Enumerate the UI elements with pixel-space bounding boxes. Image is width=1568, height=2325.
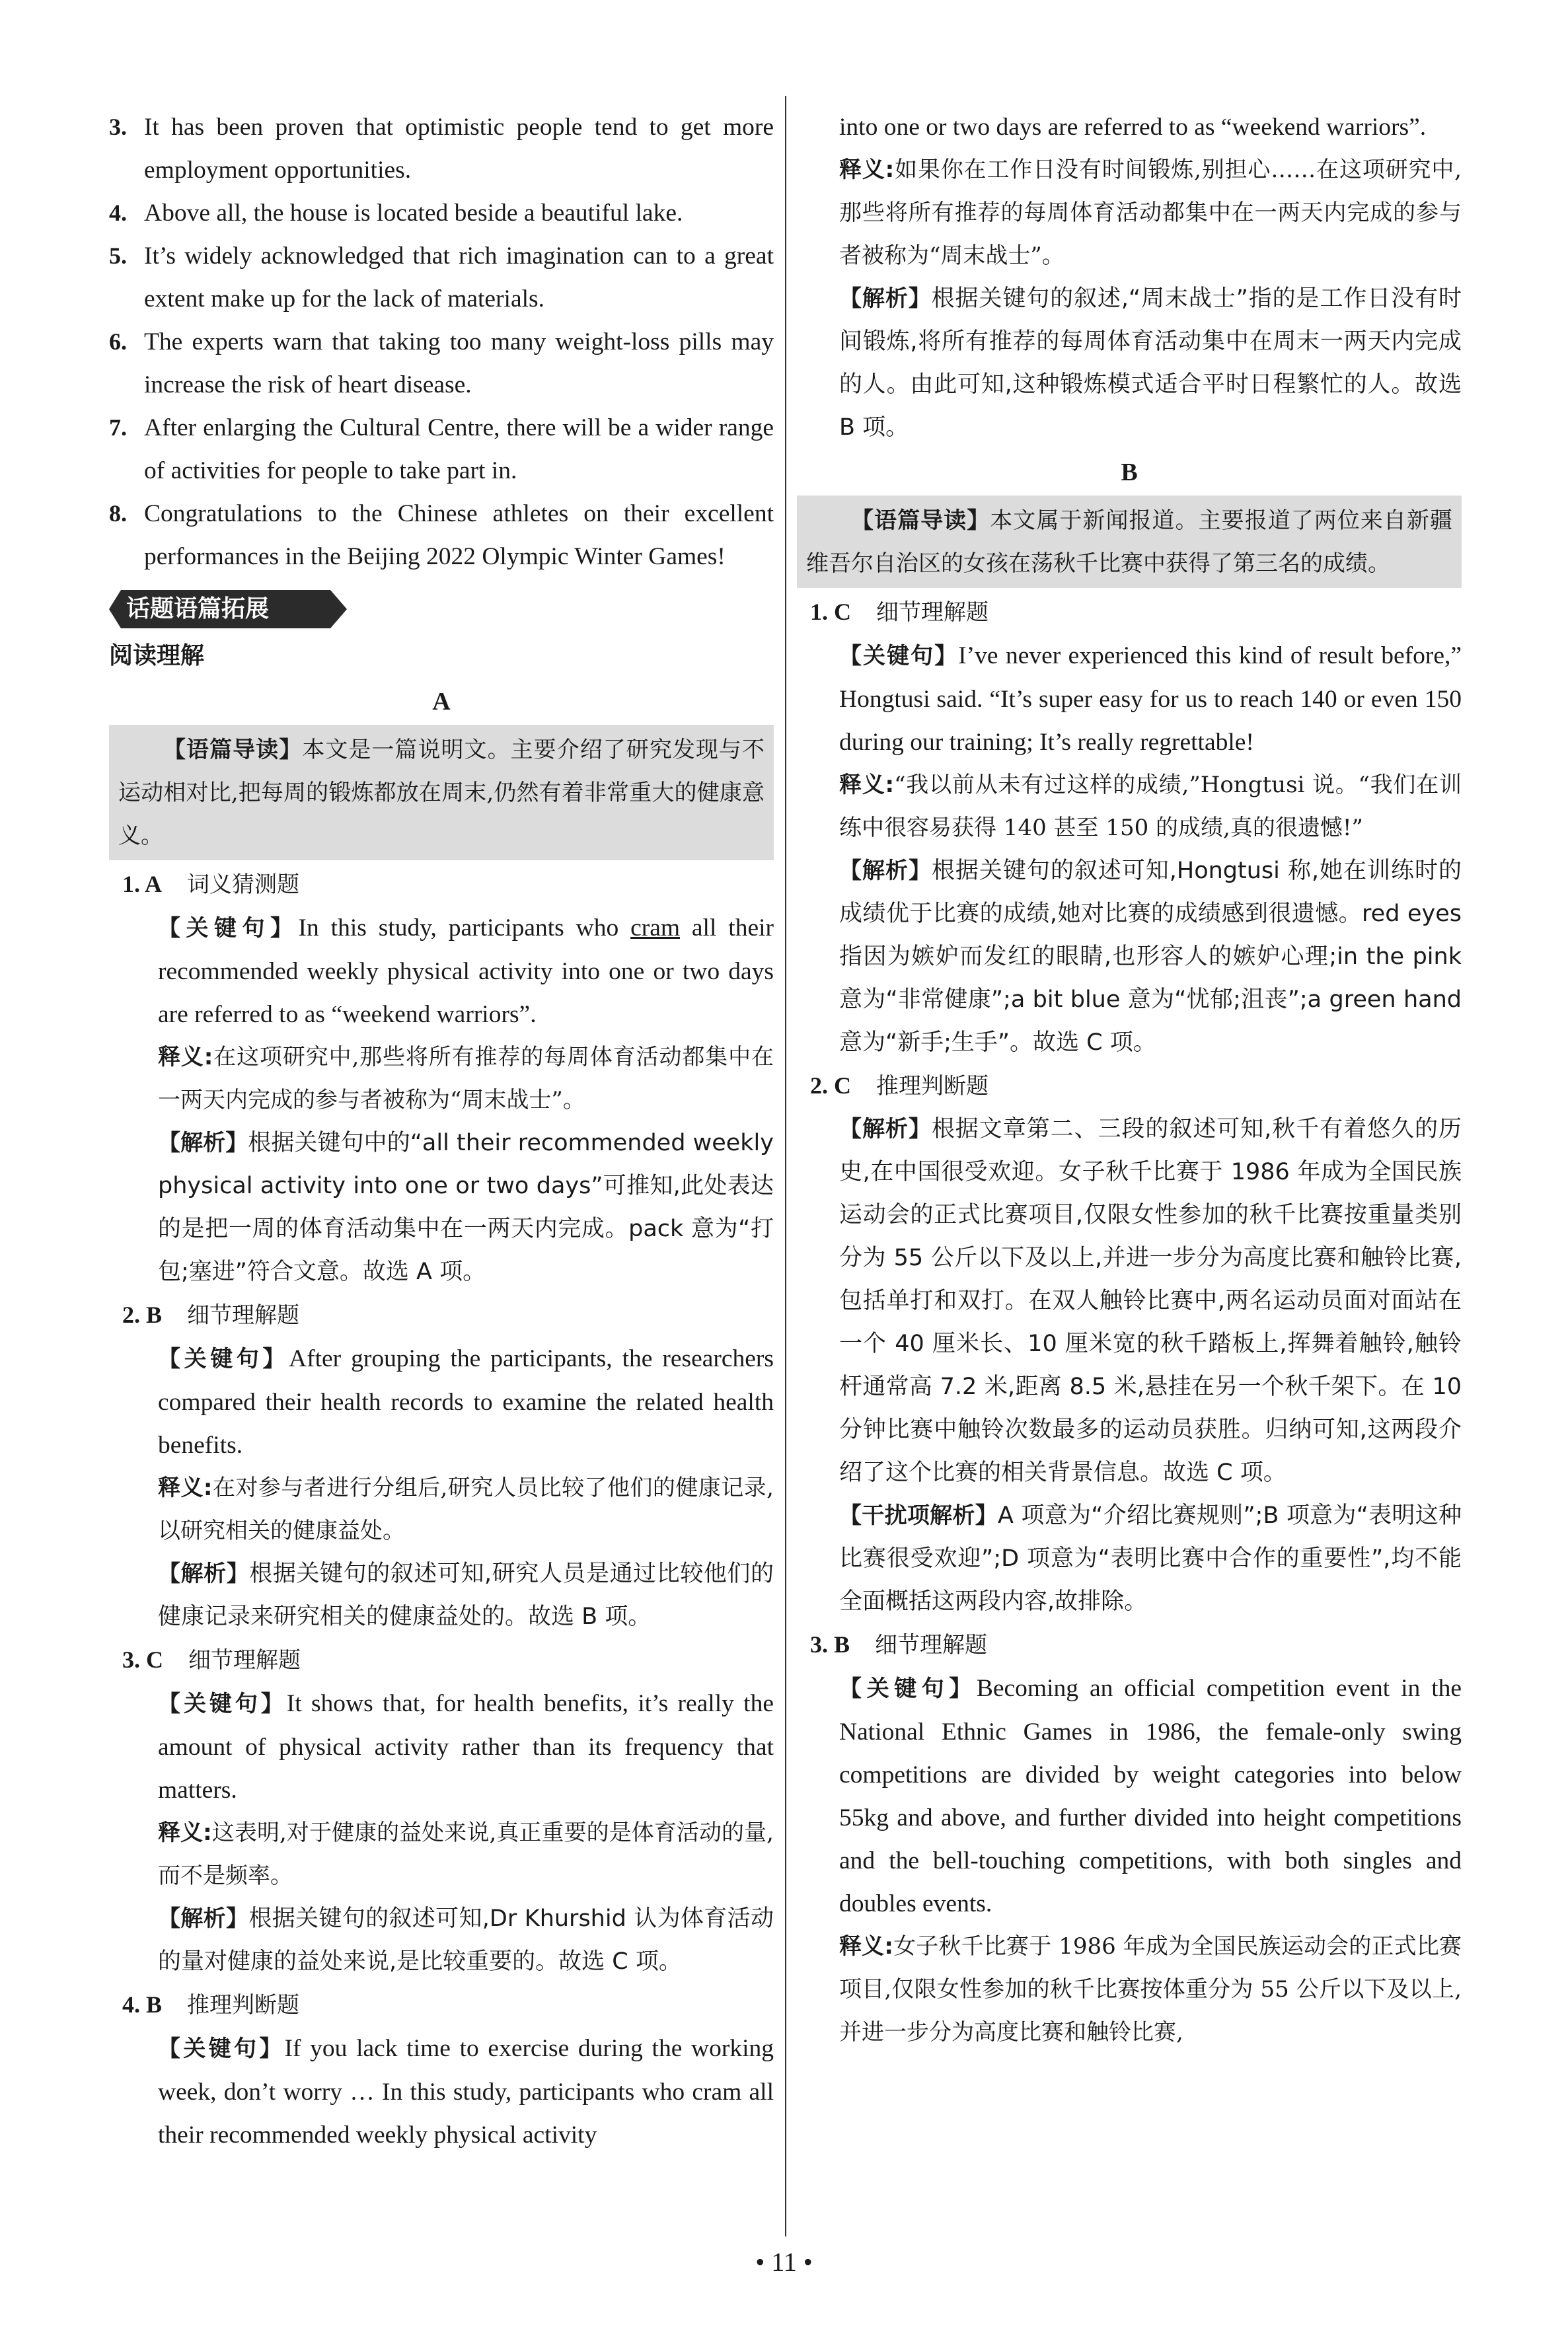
analysis-text: 根据关键句的叙述可知,Hongtusi 称,她在训练时的成绩优于比赛的成绩,她对比赛的成绩感到很遗憾。red eyes 指因为嫉妒而发红的眼睛,也形容人的嫉妒心理;in the pink 意为“非常健康”;a bit blue 意为“忧郁;沮丧”;a green hand 意为“新手;生手”。故选 C 项。 — [839, 858, 1462, 1056]
question-answer: 1. A — [122, 871, 163, 897]
sentence-text: It’s widely acknowledged that rich imagination can to a great extent make up for the lack of materials. — [144, 242, 774, 313]
key-sentence — [109, 1682, 774, 1812]
analysis — [109, 1553, 774, 1639]
key-sentence — [109, 906, 774, 1036]
analysis-label: 【解析】 — [839, 285, 932, 312]
question-answer: 2. C — [810, 1072, 851, 1099]
analysis — [797, 1108, 1462, 1495]
key-text: After grouping the participants, the researchers compared their health records to examine the related health benefits. — [158, 1345, 774, 1459]
distractor-analysis — [797, 1495, 1462, 1623]
translation-label: 释义: — [158, 1044, 213, 1070]
question-answer: 2. B — [122, 1302, 163, 1328]
guide-label: 【语篇导读】 — [163, 737, 303, 763]
key-text: In this study, participants who — [298, 914, 631, 941]
question-answer: 3. B — [810, 1631, 850, 1658]
sentence-text: Above all, the house is located beside a beautiful lake. — [144, 200, 683, 227]
sentence-number: 7. — [109, 414, 127, 441]
translation-text: “我以前从未有过这样的成绩,”Hongtusi 说。“我们在训练中很容易获得 140 甚至 150 的成绩,真的很遗憾!” — [839, 772, 1462, 841]
sentence-number: 8. — [109, 500, 127, 527]
question-type: 细节理解题 — [875, 1632, 988, 1658]
analysis-label: 【解析】 — [158, 1130, 248, 1156]
passage-guide — [109, 725, 774, 860]
question-header — [109, 863, 774, 906]
analysis-text: 根据关键句中的“all their recommended weekly physical activity into one or two days”可推知,此处表达的是把一周的体育活动集中在一两天内完成。pack 意为“打包;塞进”符合文意。故选 A 项。 — [158, 1130, 774, 1285]
translation-label: 释义: — [839, 1933, 893, 1960]
question-type: 词义猜测题 — [187, 871, 300, 898]
passage-letter: A — [432, 688, 451, 716]
sentence-number: 4. — [109, 200, 127, 226]
question-header — [797, 1064, 1462, 1108]
translation — [797, 149, 1462, 277]
analysis — [109, 1122, 774, 1294]
key-label: 【关键句】 — [839, 1676, 977, 1702]
passage-letter: B — [1121, 459, 1138, 486]
analysis-text: 根据文章第二、三段的叙述可知,秋千有着悠久的历史,在中国很受欢迎。女子秋千比赛于 1986 年成为全国民族运动会的正式比赛项目,仅限女性参加的秋千比赛按重量类别分为 55 公斤以下及以上,并进一步分为高度比赛和触铃比赛,包括单打和双打。在双人触铃比赛中,两名运动员面对面站在一个 40 厘米长、10 厘米宽的秋千踏板上,挥舞着触铃,触铃杆通常高 7.2 米,距离 8.5 米,悬挂在另一个秋千架下。在 10 分钟比赛中触铃次数最多的运动员获胜。归纳可知,这两段介绍了这个比赛的相关背景信息。故选 C 项。 — [839, 1116, 1462, 1486]
question-header — [797, 1623, 1462, 1667]
guide-text: 本文是一篇说明文。主要介绍了研究发现与不运动相对比,把每周的锻炼都放在周末,仍然有着非常重大的健康意义。 — [118, 737, 765, 849]
translation-label: 释义: — [839, 157, 895, 183]
analysis-label: 【解析】 — [839, 1116, 932, 1142]
question-answer: 4. B — [122, 1991, 163, 2018]
question-header — [797, 591, 1462, 634]
translation-text: 在这项研究中,那些将所有推荐的每周体育活动都集中在一两天内完成的参与者被称为“周末战士”。 — [158, 1044, 774, 1113]
question-answer: 1. C — [810, 599, 851, 625]
key-label: 【关键句】 — [839, 643, 959, 669]
question-type: 细节理解题 — [187, 1302, 300, 1329]
section-banner — [109, 590, 285, 628]
analysis — [109, 1898, 774, 1983]
analysis-label: 【解析】 — [839, 858, 932, 884]
right-column — [797, 106, 1462, 2054]
key-label: 【关键句】 — [158, 2036, 285, 2062]
analysis-text: 根据关键句的叙述,“周末战士”指的是工作日没有时间锻炼,将所有推荐的每周体育活动集中在周末一两天内完成的人。由此可知,这种锻炼模式适合平时日程繁忙的人。故选 B 项。 — [839, 285, 1462, 441]
translation-text: 女子秋千比赛于 1986 年成为全国民族运动会的正式比赛项目,仅限女性参加的秋千比赛按体重分为 55 公斤以下及以上,并进一步分为高度比赛和触铃比赛, — [839, 1933, 1462, 2046]
question-answer: 3. C — [122, 1646, 163, 1673]
translation — [109, 1036, 774, 1122]
question-header — [109, 1983, 774, 2027]
question-type: 推理判断题 — [187, 1992, 300, 2018]
section-banner-label: 话题语篇拓展 — [126, 595, 270, 622]
left-column — [109, 106, 774, 2157]
key-label: 【关键句】 — [158, 1346, 289, 1372]
key-text: If you lack time to exercise during the working week, don’t worry … In this study, participants who cram all their recommended weekly physical activity — [158, 2035, 774, 2149]
sentence-number: 3. — [109, 114, 127, 140]
translation-label: 释义: — [158, 1475, 213, 1501]
key-underlined-word: cram — [630, 914, 681, 941]
page-number: • 11 • — [755, 2247, 813, 2277]
column-divider — [785, 96, 786, 2236]
sentence-text: The experts warn that taking too many weight-loss pills may increase the risk of heart disease. — [144, 328, 774, 398]
distractor-label: 【干扰项解析】 — [839, 1502, 998, 1529]
translation-label: 释义: — [839, 772, 895, 798]
translation-label: 释义: — [158, 1820, 212, 1846]
translation-text: 在对参与者进行分组后,研究人员比较了他们的健康记录,以研究相关的健康益处。 — [158, 1475, 774, 1544]
section-title: 阅读理解 — [109, 642, 205, 669]
question-type: 细节理解题 — [876, 599, 989, 626]
sentence-item — [109, 106, 774, 192]
key-sentence — [797, 1667, 1462, 1925]
guide-text: 本文属于新闻报道。主要报道了两位来自新疆维吾尔自治区的女孩在荡秋千比赛中获得了第三名的成绩。 — [806, 507, 1453, 577]
translation — [797, 764, 1462, 850]
key-label: 【关键句】 — [158, 915, 299, 941]
key-label: 【关键句】 — [158, 1691, 287, 1717]
analysis-text: 根据关键句的叙述可知,Dr Khurshid 认为体育活动的量对健康的益处来说,是比较重要的。故选 C 项。 — [158, 1905, 774, 1975]
question-type: 细节理解题 — [188, 1647, 301, 1674]
key-text: into one or two days are referred to as “weekend warriors”. — [839, 114, 1427, 141]
sentence-text: It has been proven that optimistic people tend to get more employment opportunities. — [144, 114, 774, 184]
sentence-item — [109, 192, 774, 235]
translation — [109, 1467, 774, 1553]
guide-label: 【语篇导读】 — [851, 507, 990, 534]
translation-text: 这表明,对于健康的益处来说,真正重要的是体育活动的量,而不是频率。 — [158, 1820, 774, 1889]
key-sentence-continued — [797, 106, 1462, 149]
analysis-text: 根据关键句的叙述可知,研究人员是通过比较他们的健康记录来研究相关的健康益处的。故选 B 项。 — [158, 1561, 774, 1630]
passage-guide — [797, 496, 1462, 588]
translation-text: 如果你在工作日没有时间锻炼,别担心……在这项研究中,那些将所有推荐的每周体育活动都集中在一两天内完成的参与者被称为“周末战士”。 — [839, 157, 1462, 269]
sentence-item — [109, 235, 774, 320]
key-sentence — [797, 634, 1462, 764]
analysis — [797, 850, 1462, 1064]
analysis — [797, 277, 1462, 449]
key-text: all their recommended weekly physical activity into one or two days are referred to as “weekend warriors”. — [158, 914, 774, 1028]
question-header — [109, 1639, 774, 1682]
translation — [797, 1925, 1462, 2054]
analysis-label: 【解析】 — [158, 1905, 249, 1932]
key-text: Becoming an official competition event in the National Ethnic Games in 1986, the female-only swing competitions are divided by weight categories into below 55kg and above, and further divided into height competitions and the bell-touching competitions, with both singles and doubles events. — [839, 1675, 1462, 1917]
key-sentence — [109, 1337, 774, 1467]
sentence-text: Congratulations to the Chinese athletes on their excellent performances in the Beijing 2022 Olympic Winter Games! — [144, 500, 774, 570]
question-type: 推理判断题 — [876, 1073, 989, 1099]
sentence-number: 5. — [109, 242, 127, 269]
distractor-text: A 项意为“介绍比赛规则”;B 项意为“表明这种比赛很受欢迎”;D 项意为“表明比赛中合作的重要性”,均不能全面概括这两段内容,故排除。 — [839, 1502, 1462, 1615]
sentence-item — [109, 492, 774, 578]
sentence-item — [109, 406, 774, 492]
analysis-label: 【解析】 — [158, 1561, 250, 1587]
key-text: I’ve never experienced this kind of result before,” Hongtusi said. “It’s super easy for us to reach 140 or even 150 during our training; It’s really regrettable! — [839, 642, 1462, 756]
sentence-number: 6. — [109, 328, 127, 355]
sentence-item — [109, 320, 774, 406]
key-text: It shows that, for health benefits, it’s really the amount of physical activity rather than its frequency that matters. — [158, 1690, 774, 1804]
question-header — [109, 1294, 774, 1337]
translation — [109, 1812, 774, 1898]
key-sentence — [109, 2027, 774, 2157]
sentence-text: After enlarging the Cultural Centre, there will be a wider range of activities for people to take part in. — [144, 414, 774, 484]
